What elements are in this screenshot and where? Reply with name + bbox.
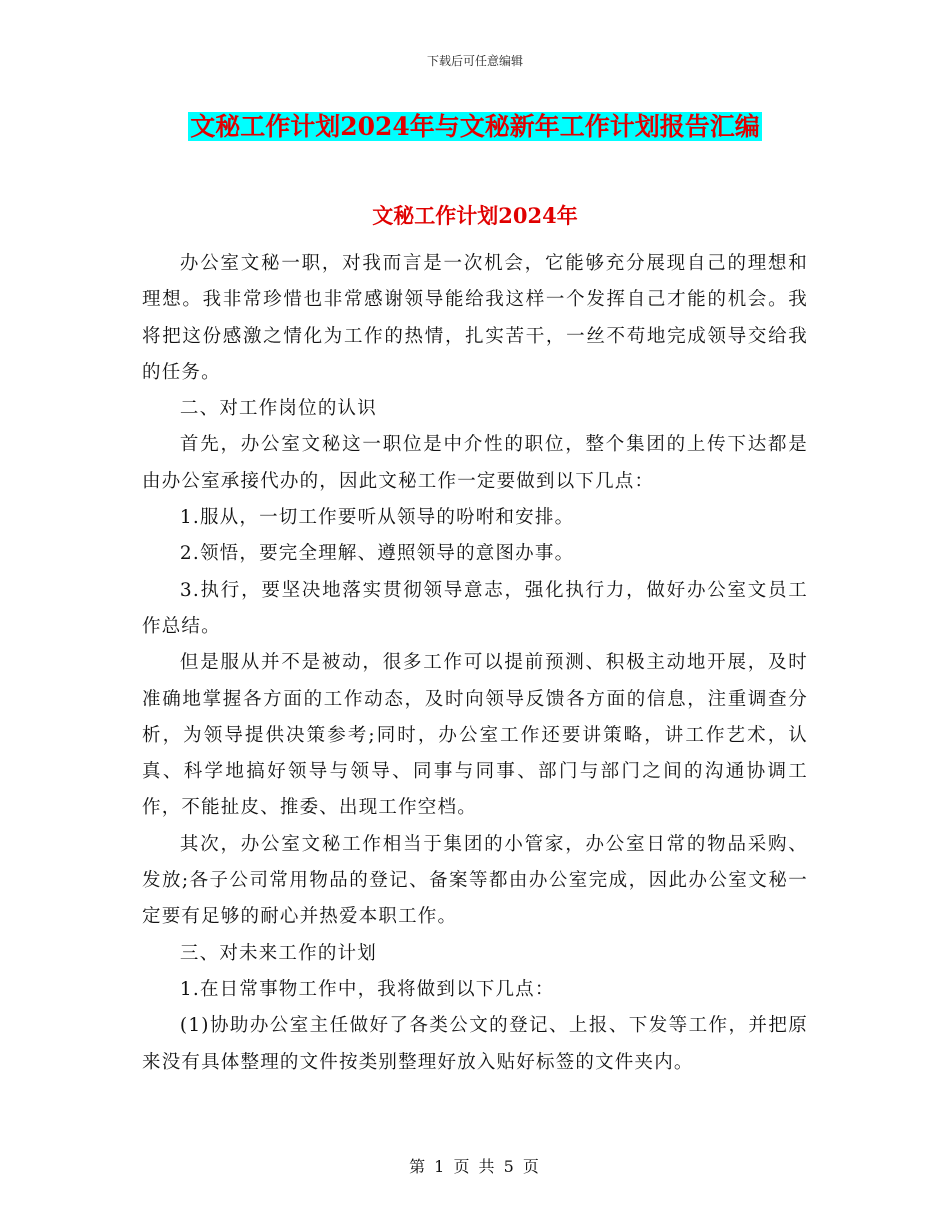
document-title xyxy=(0,110,950,144)
paragraph: 三、对未来工作的计划 xyxy=(179,942,377,964)
page-footer: 第 1 页 共 5 页 xyxy=(409,1157,541,1176)
document-title-text: 文秘工作计划2024年与文秘新年工作计划报告汇编 xyxy=(190,112,760,141)
paragraph: 2.领悟，要完全理解、遵照领导的意图办事。 xyxy=(179,543,575,565)
page-header-note: 下载后可任意编辑 xyxy=(426,54,523,68)
document-body xyxy=(142,246,808,1081)
paragraph: 1.服从，一切工作要听从领导的吩咐和安排。 xyxy=(179,507,575,529)
paragraph: 其次，办公室文秘工作相当于集团的小管家，办公室日常的物品采购、发放;各子公司常用物品的登记、备案等都由办公室完成，因此办公室文秘一定要有足够的耐心并热爱本职工作。 xyxy=(142,833,808,928)
paragraph: 但是服从并不是被动，很多工作可以提前预测、积极主动地开展，及时准确地掌握各方面的工作动态，及时向领导反馈各方面的信息，注重调查分析，为领导提供决策参考;同时，办公室工作还要讲策略，讲工作艺术，认真、科学地搞好领导与领导、同事与同事、部门与部门之间的沟通协调工作，不能扯皮、推委、出现工作空档。 xyxy=(142,652,808,819)
paragraph: 1.在日常事物工作中，我将做到以下几点： xyxy=(179,978,555,1000)
paragraph: 办公室文秘一职，对我而言是一次机会，它能够充分展现自己的理想和理想。我非常珍惜也非常感谢领导能给我这样一个发挥自己才能的机会。我将把这份感激之情化为工作的热情，扎实苦干，一丝不苟地完成领导交给我的任务。 xyxy=(142,253,808,383)
section-title: 文秘工作计划2024年 xyxy=(372,203,578,228)
paragraph: 二、对工作岗位的认识 xyxy=(179,398,377,420)
paragraph: 首先，办公室文秘这一职位是中介性的职位，整个集团的上传下达都是由办公室承接代办的，因此文秘工作一定要做到以下几点： xyxy=(142,434,808,492)
paragraph: 3.执行，要坚决地落实贯彻领导意志，强化执行力，做好办公室文员工作总结。 xyxy=(142,579,808,637)
paragraph: (1)协助办公室主任做好了各类公文的登记、上报、下发等工作，并把原来没有具体整理的文件按类别整理好放入贴好标签的文件夹内。 xyxy=(142,1015,808,1073)
